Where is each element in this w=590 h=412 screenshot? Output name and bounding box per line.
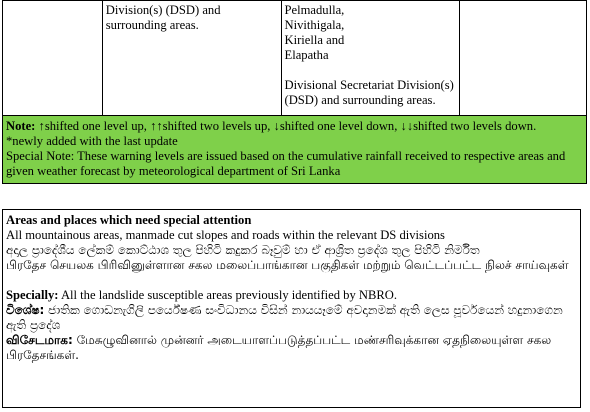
table-row (3, 1, 587, 116)
attention-heading: Areas and places which need special attention (6, 213, 252, 227)
note-label: Note: (6, 119, 36, 133)
attention-english: All mountainous areas, manmade cut slopes and roads within the relevant DS divisions (6, 228, 445, 242)
specially-sinhala-label: විශේෂ: (6, 303, 45, 317)
newly-added-note: *newly added with the last update (6, 134, 178, 148)
warning-table (2, 0, 587, 184)
area-line: Kiriella and (284, 33, 345, 47)
area-line: Nivithigala, (284, 18, 345, 32)
attention-sinhala: අදාල ප්‍රාදේශීය ලේකම් කොට්ඨාශ තුල පිහිටි කදුකර බෑවුම් හා ඒ ආශ්‍රිත ප්‍රදේශ තුල පිහිටි නිර්මිත (6, 243, 480, 257)
specially-sinhala-text: ජාතික ගොඩනැගිලි පර්යේෂණ සංවිධානය විසින් නායයෑමේ අවදානමක් ඇති ලෙස පූර්වයෙන් හදුනාගෙන ඇති ප්‍රදේශ (6, 303, 563, 332)
specially-label: Specially: (6, 288, 59, 302)
note-row (3, 116, 587, 184)
specially-tamil-line (6, 333, 577, 363)
note-cell (3, 116, 587, 184)
area-line: Elapatha (284, 48, 329, 62)
specially-line (6, 288, 577, 303)
specially-tamil-text: மேசுழுவினால் முன்னர் அடையாளப்படுத்தப்பட்ட மண்சரிவுக்கான ஏதநிலையுள்ள சகல பிரதேசங்கள். (6, 333, 552, 362)
table-cell (281, 1, 460, 116)
attention-tamil: பிரதேச செயலக பிரிவினுள்ளான சகல மலைப்பாங்கான பகுதிகள் மற்றும் வெட்டப்பட்ட நிலச் சாய்வுகள் (6, 258, 569, 272)
note-legend (6, 119, 583, 134)
area-line: Pelmadulla, (284, 3, 345, 17)
special-note: Special Note: These warning levels are issued based on the cumulative rainfall received to respective areas and given weather forecast by meteorological department of Sri Lanka (6, 149, 566, 178)
division-text: Divisional Secretariat Division(s) (DSD) and surrounding areas. (284, 78, 454, 107)
specially-tamil-label: விசேடமாக: (6, 333, 73, 347)
note-text: ↑shifted one level up, ↑↑shifted two levels up, ↓shifted one level down, ↓↓shifted two levels down. (35, 119, 537, 133)
attention-box (2, 209, 581, 408)
table-cell (3, 1, 103, 116)
table-cell (102, 1, 281, 116)
table-cell (460, 1, 587, 116)
division-text: Division(s) (DSD) and surrounding areas. (105, 3, 221, 32)
specially-sinhala-line (6, 303, 577, 333)
specially-text: All the landslide susceptible areas previously identified by NBRO. (58, 288, 398, 302)
